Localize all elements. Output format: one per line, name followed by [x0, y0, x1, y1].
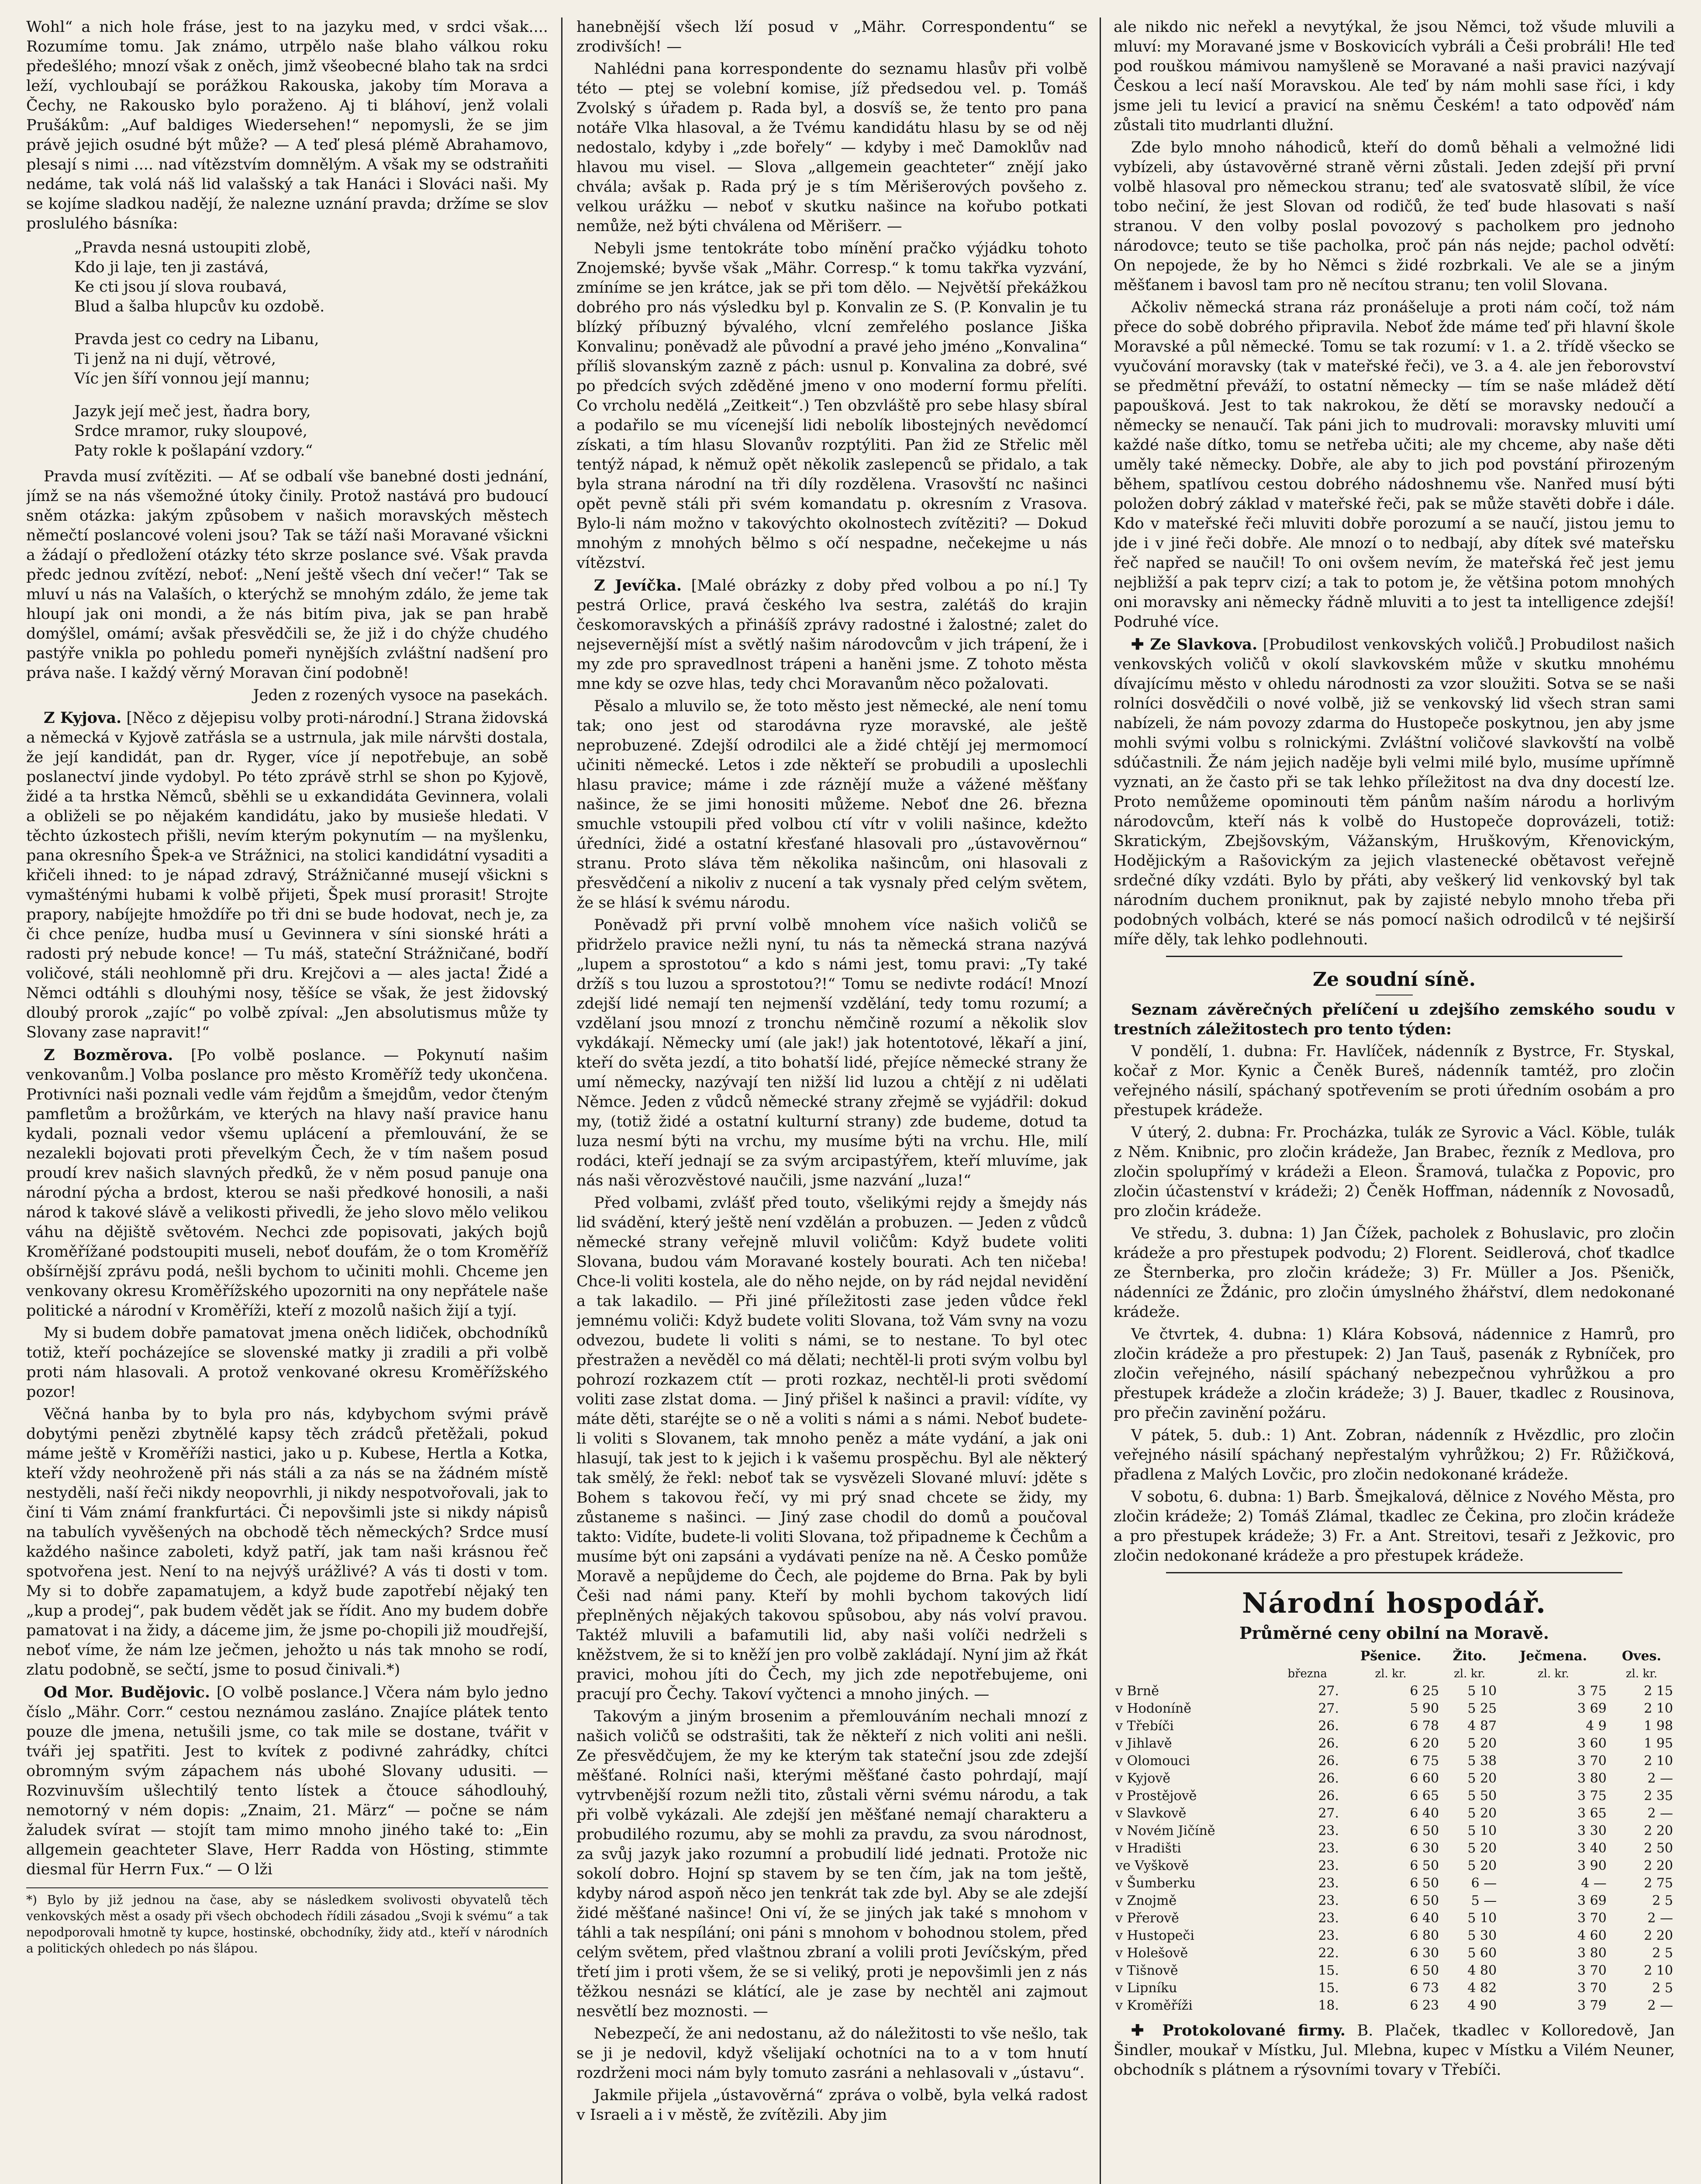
court-entry: V úterý, 2. dubna: Fr. Procházka, tulák ze Syrovic a Václ. Köble, tulák z Něm. Knibnic, pro zločin krádeže, Jan Brabec, řezník z Medlova, pro zločin spolupřímý v krádeži a Eleon. Šramová, tulačka z Popovic, pro zločin účastenství v krádeži; 2) Čeněk Hoffman, nádenník z Novosadů, pro zločin krádeže.	[1114, 1124, 1675, 1220]
table-cell: 6 —	[1471, 1876, 1497, 1891]
article-paragraph: Zde bylo mnoho náhodiců, kteří do domů běhali a velmožné lidi vybízeli, aby ústavověrné straně věrni zůstali. Jeden zdejší při první volbě hlasoval pro německou stranu; teď ale svatosvatě slíbil, že více tobo nečiní, že jest Slovan od rodičů, že teď bude hlasovati s naší stranou. V den volby poslal povozový s pacholkem pro jednoho národovce; teuto se tiše pacholka, proč pán nás nejde; pachol odvětí: On nepojede, že by ho Němci s židé rozbrkali. Ve ale se a jiným měšťanem i bavosl tam pro ně necítou stranu; ten volil Slovana.	[1114, 139, 1675, 294]
table-cell: 5 20	[1467, 1771, 1497, 1786]
signature: Jeden z rozených vysoce na pasekách.	[253, 687, 548, 704]
table-cell: 26.	[1318, 1736, 1339, 1751]
table-row	[1114, 1997, 1675, 2015]
table-cell: 2 —	[1647, 1998, 1673, 2013]
table-cell: 3 80	[1577, 1946, 1607, 1961]
footnote: *) Bylo by již jednou na čase, aby se následkem svolivosti obyvatelů těch venkovských měst a osady při všech obchodech řídili zásadou „Svoji k svému“ a tak nepodporovali hmotně ty kupce, hostinské, obchodníky, židy atd., kteří v národních a politických ohledech po nás šlápou.	[26, 1887, 548, 1956]
table-row	[1114, 1875, 1675, 1892]
table-row	[1114, 1945, 1675, 1962]
poem-line: Víc jen šíří vonnou její mannu;	[74, 370, 310, 387]
table-cell: 6 78	[1410, 1718, 1439, 1734]
table-header	[1114, 1648, 1274, 1665]
table-row	[1114, 1717, 1675, 1735]
table-cell: 5 38	[1467, 1753, 1497, 1769]
article-subheading: [Probudilost venkovských voličů.]	[1263, 636, 1525, 653]
poem-line: Paty rokle k pošlapání vzdory.“	[74, 442, 313, 460]
table-row	[1114, 1683, 1675, 1700]
table-cell: 23.	[1318, 1841, 1339, 1856]
table-cell: 27.	[1318, 1806, 1339, 1821]
article-firms	[1114, 2021, 1675, 2080]
table-cell: v Olomouci	[1115, 1753, 1190, 1769]
table-cell: 5 20	[1467, 1858, 1497, 1873]
article-text: Volba poslance pro město Kroměříž tedy ukončena. Protivníci naši poznali vedle vám řejdům a šmejdům, vedor čteným pamfletům a brožůrkám, ve kterých na hlavy naší pravice hanu kydali, poznali vedor všemu uplácení a přemlouvání, že se nezalekli bojovati proti převelkým Čech, že v tím našem posud proudí krev našich slavných předků, že v něm posud panuje ona národní pýcha a brdost, kterou se naši předkové honosili, a naši národ k takové slávě a velikosti přivedli, že jeho slovo mělo velikou váhu na dějiště světovém. Nechci zde popisovati, jakých bojů Kroměřížané podstoupiti museli, neboť doufám, že o tom Kroměříž obšírnější zprávu podá, nešli bychom to učiniti mohli. Chceme jen venkovany okresu Kroměřížského upozorniti na ony nepřátele naše politické a národní v Kroměříži, kteří z mozolů našich žijí a tyjí.	[26, 1066, 548, 1320]
table-cell: 3 65	[1577, 1806, 1607, 1821]
table-cell: 6 40	[1410, 1911, 1439, 1926]
table-body	[1114, 1683, 1675, 2015]
table-cell: 2 15	[1644, 1683, 1673, 1699]
table-cell: ve Vyškově	[1115, 1858, 1189, 1873]
table-cell: 22.	[1318, 1946, 1339, 1961]
table-cell: 2 75	[1644, 1876, 1673, 1891]
table-cell: 3 79	[1577, 1998, 1607, 2013]
poem-line: „Pravda nesná ustoupiti zlobě,	[74, 239, 311, 256]
table-cell: 6 73	[1410, 1980, 1439, 1996]
poem-line: Jazyk její meč jest, ňadra bory,	[74, 403, 311, 420]
article-text: Včera nám bylo jedno číslo „Mähr. Corr.“ cestou neznámou zasláno. Znajíce plátek tento pouze dle jmena, netušili jsme, co tak mile se dostane, tvářit v tváři jej spatřiti. Jest to kvítek z podivné zahrádky, chítci obromným svým zápachem nás ubohé Slovany udusiti. — Rozvinuvším ušlechtilý tento lístek a čtouce sáhodlouhý, nemotorný v ném dopis: „Znaim, 21. März“ — počne se nám žaludek svírat — stojít tam mimo mnoho jiného také to: „Ein allgemein geachteter Slave, Herr Radda von Hösting, stimmte diesmal für Herrn Fux.“ — O lži	[26, 1684, 548, 1878]
article-paragraph: Jakmile přijela „ústavověrná“ zpráva o volbě, byla velká radost v Israeli a i v městě, že zvítězili. Aby jim	[576, 2087, 1087, 2124]
table-cell: 2 5	[1652, 1946, 1673, 1961]
table-cell: 3 70	[1577, 1980, 1607, 1996]
table-row	[1114, 1857, 1675, 1875]
table-cell: 6 30	[1410, 1946, 1439, 1961]
court-entry: V sobotu, 6. dubna: 1) Barb. Šmejkalová, dělnice z Nového Města, pro zločin krádeže; 2) Tomáš Zlámal, tkadlec ze Čekina, pro zločin krádeže a pro přestupek krádeže; 3) Fr. a Ant. Streitovi, tesaři z Ježkovic, pro zločin nedokonané krádeže a pro přestupek krádeže.	[1114, 1488, 1675, 1565]
court-entry: Ve čtvrtek, 4. dubna: 1) Klára Kobsová, nádennice z Hamrů, pro zločin krádeže a pro přestupek: 2) Jan Tauš, pasenák z Rybníček, pro zločin veřejného, násilí spáchaný nebezpečnou vyhrůžkou a pro přestupek krádeže a zločin krádeže; 3) J. Bauer, tkadlec z Rousinova, pro přečin zavinění požáru.	[1114, 1326, 1675, 1422]
article-paragraph: Pěsalo a mluvilo se, že toto město jest německé, ale není tomu tak; ono jest od starodávna ryze moravské, ale ještě neprobuzené. Zdejší odrodilci ale a židé chtějí jej mermomocí učiniti německé. Letos i zde někteří se probudili a uposlechli hlasu pravice; máme i zde ráznějí muže a vážené měšťany našince, že se jimi honositi můžeme. Neboť dne 26. března smuchle vstoupili před volbou ctí vítr v volili našince, kdežto úředníci, židé a ostatní křesťané hlasovali pro „ústavověrnou“ stranu. Proto sláva těm několika našincům, oni hlasovali z přesvědčení a nikoliv z nucení a tak vysnaly před celým světem, že se hlásí k svému národu.	[576, 698, 1087, 912]
court-list-title: Seznam závěrečných přelíčení u zdejšího zemského soudu v trestních záležitostech pro tento týden:	[1114, 1001, 1675, 1038]
poem-line: Ti jenž na ni dují, větrové,	[74, 350, 276, 368]
article-heading: Z Kyjova.	[44, 709, 122, 727]
table-row	[1114, 1892, 1675, 1910]
table-cell: 5 90	[1410, 1701, 1439, 1716]
table-cell: 2 10	[1644, 1753, 1673, 1769]
table-cell: 4 90	[1467, 1998, 1497, 2013]
poem-line: Pravda jest co cedry na Libanu,	[74, 331, 319, 348]
divider	[1166, 956, 1622, 957]
article-paragraph: Před volbami, zvlášť před touto, všelikými rejdy a šmejdy nás lid svádění, který ještě není vzdělán a probuzen. — Jeden z vůdců německé strany veřejně mluvil voličům: Když budete voliti Slovana, budou vám Moravané kostely bourati. Ach ten ničeba! Chce-li voliti kostela, ale do něho nejde, on by rád nejdal nevidění a tak lakadilo. — Při jiné příležitosti zase jeden vůdce řekl jemnému voliči: Když budete voliti Slovana, tož Vám svny na vozu odvezou, budete li voliti s námi, se to nestane. To byl otec přestražen a nevěděl co má dělati; nechtěl-li proti svým volbu byl pohrozí rozkazem ctít — proti rozkaz, nechtěl-li proti svědomí voliti zase zlstat doma. — Jiný přišel k našinci a pravil: vídíte, vy máte děti, staréjte se o ně a voliti s námi a s námi. Neboť budete-li voliti s Slovanem, tak mnoho peněz a máte vydání, a jak oni hlasují, tak jest to k jejich i k vašemu prospěchu. Byl ale některý tak smělý, že řekl: neboť tak se vysvězeli Slované mluví: jděte s Bohem s takovou řečí, vy mi prý snad chcete se židy, my zůstaneme s našinci. — Jiný zase chodil do domů a poučoval takto: Vidíte, budete-li voliti Slovana, tož připadneme k Čechům a musíme být oni zapsáni a vydávati peníze na ně. A Česko pomůže Moravě a nepůjdeme do Čech, ale pojdeme do Brna. Pak by byli Češi nad námi pany. Kteří by mohli bychom takových lidí přeplněných nějakých takovou spůsobou, aby nás volví pravou. Taktéž mluvili a bafamutili lid, aby naši volíči nedrželi s kněžstvem, že si to kněží jen pro volbě zakládají. Nyní jim až řkát pravici, mohou jíti do Čech, my jich zde nepotřebujeme, oni pracují pro Čechy. Takoví vyčtenci a mnoho jiných. —	[576, 1194, 1087, 1703]
table-cell: 4 87	[1467, 1718, 1497, 1734]
article-text: Probudilost našich venkovských voličů v okolí slavkovském může v skutku mnohému dívajícímu město v ohledu národnosti za vzor sloužiti. Sotva se se naši rolníci dosvědčili o nové volbě, již se venkovský lid všech stran sami nabízeli, že nám povozy zdarma do Hustopeče poskytnou, jen aby jsme mohli svými volbu s rolnickými. Zvláštní voličové slavkovští na volbě sdúčastnili. Že nám jejich naděje byli velmi milé bylo, musíme upřímně vyznati, an že často při se tak lehko příležitost na dva dny docestí lze. Proto nemůžeme opominouti těm pánům naším národu a horlivým národovcům, kteří nás k volbě do Hustopeče doprovázeli, totiž: Skratickým, Zbejšovským, Vážanským, Hruškovým, Křenovickým, Hodějickým a Rašovickým za jejich vlastenecké obětavost veřejně srdečné díky vzdáti. Bylo by přáti, aby veškerý lid venkovský byl tak národním duchem proniknut, pak by zajisté nebylo mnoho třeba při podobných volbách, které se nás pomocí našich odrodilců v té nejširší míře děly, tak lehko podlehnouti.	[1114, 636, 1675, 948]
table-subheader: zl. kr.	[1375, 1667, 1407, 1680]
table-cell: 5 10	[1467, 1683, 1497, 1699]
article-subheading: [Po volbě poslance. — Pokynutí našim venkovanům.]	[26, 1047, 548, 1084]
table-cell: 2 —	[1647, 1911, 1673, 1926]
table-cell: 4 80	[1467, 1963, 1497, 1978]
column-divider	[561, 17, 562, 2184]
table-cell: 23.	[1318, 1893, 1339, 1908]
table-cell: 6 50	[1410, 1823, 1439, 1838]
table-cell: 6 23	[1410, 1998, 1439, 2013]
table-row	[1114, 1735, 1675, 1752]
table-cell: 27.	[1318, 1683, 1339, 1699]
article-jevicko	[576, 576, 1087, 694]
table-cell: v Holešově	[1115, 1946, 1188, 1961]
table-cell: 5 20	[1467, 1841, 1497, 1856]
table-cell: 2 50	[1644, 1841, 1673, 1856]
article-heading: Z Bozměrova.	[44, 1046, 173, 1064]
article-heading: Protokolované firmy.	[1162, 2022, 1346, 2039]
table-header: Ječmena.	[1519, 1648, 1587, 1664]
table-cell: 3 75	[1577, 1788, 1607, 1804]
article-paragraph: Věčná hanba by to byla pro nás, kdybychom svými právě dobytými penězi zbytnělé kapsy těch zrádců přetěžali, pokud máme ještě v Kroměříži nastici, jako u p. Kubese, Hertla a Kotka, kteří vždy neohroženě při nás stáli a za nás se na žádném místě nestyděli, naší řeči nikdy neopovrhli, ji nikdy nespotvořovali, jak to činí ti Vám známí frankfurtáci. Či nepovšimli jste si nikdy nápisů na tabulích vyvěšených na obchodě těch německých? Srdce musí každého našince zaboleti, když patří, jak tam naši krásnou řeč spotvořena jest. Není to na nejvýš urážlivé? A vás ti dosti v tom. My si to dobře zapamatujem, a když bude zapotřebí nějaký ten „kup a prodej“, pak budem vědět jak se řídit. Ano my budem dobře pamatovat i na židy, a dáceme jim, že jsme po-chopili již moudřejší, neboť víme, že nám lze ječmen, jehožto u nás tak mnoho se rodí, zlatu podobně, se sečtí, jsme to posud činivali.*)	[26, 1406, 548, 1679]
table-cell: 2 35	[1644, 1788, 1673, 1804]
divider	[1166, 1572, 1622, 1573]
table-cell: 1 98	[1644, 1718, 1673, 1734]
table-cell: 6 50	[1410, 1893, 1439, 1908]
article-subheading: [Malé obrázky z doby před volbou a po ní.]	[691, 577, 1059, 594]
table-row	[1114, 1962, 1675, 1980]
article-text: Ty pestrá Orlice, pravá českého lva sestra, zalétáš do krajin českomoravských a přinášíš zprávy radostné i žalostné; zalet do nejsevernější míst a světlý našim národovcům v jich trápení, že i my zde pro spravedlnost trápeni a haněni jsme. Z tohoto města mne kdy se ozve hlas, tedy chci Moravanům něco požalovati.	[576, 577, 1087, 693]
table-cell: 15.	[1318, 1980, 1339, 1996]
article-heading: Z Jevíčka.	[594, 577, 682, 594]
table-row	[1114, 1840, 1675, 1857]
table-cell: 3 70	[1577, 1911, 1607, 1926]
table-row	[1114, 1770, 1675, 1787]
table-cell: v Prostějově	[1115, 1788, 1197, 1804]
table-cell: v Jihlavě	[1115, 1736, 1172, 1751]
column-divider	[1100, 17, 1101, 2184]
table-row	[1114, 1752, 1675, 1770]
table-header	[1274, 1648, 1341, 1665]
table-cell: 6 50	[1410, 1876, 1439, 1891]
article-paragraph: ale nikdo nic neřekl a nevytýkal, že jsou Němci, tož všude mluvili a mluví: my Moravané jsme v Boskovicích vybráli a Češi probráli! Hle teď pod rouškou mámivou namyšleně se Moravané a naši pravici nazývají Českou a lecí naší Moravskou. Ale teď by nám mohli sase říci, i kdy jsme jeli tu levicí a pravicí na sněmu Českém! a tato odpověď nám zůstali tito mudrlanti dlužní.	[1114, 18, 1675, 134]
article-paragraph: Poněvadž při první volbě mnohem více našich voličů se přidrželo pravice nežli nyní, tu nás ta německá strana nazývá „lupem a sprostotou“ a kdo s námi jest, tomu pravi: „Ty také držíš s tou luzou a sprostotou?!“ Tomu se nedivte rodácí! Mnozí zdejší lidé nemají ten nejmenší vzdělání, tedy tomu rozumí; a vzdělaní jsou mnozí z tronchu němčině rozumí a několik slov vykdákají. Německy umí (ale jak!) jak hotentotové, lěkaří a jiní, kteří do světa jezdí, a tito bohatší lidé, přejíce německé strany že umí německy, nazývají ten nižší lid luzou a chtějí z ni udělati Němce. Jeden z vůdců německé strany zřejmě se vyjádřil: dokud my, (totiž židé a ostatní kulturní strany) zde budeme, dotud ta luza nesmí býti na vrchu, my musíme býti na vrchu. Hle, milí rodáci, kteří jednají se za svým arcipastýřem, kteří mluvíme, jak nás naši věrozvěstové naučili, jsme nazvání „luza!“	[576, 916, 1087, 1189]
table-cell: 23.	[1318, 1876, 1339, 1891]
table-cell: 23.	[1318, 1823, 1339, 1838]
court-entry: V pondělí, 1. dubna: Fr. Havlíček, nádenník z Bystrce, Fr. Styskal, kočař z Mor. Kynic a Čeněk Bureš, nádenník tamtéž, pro zločin veřejného násilí, spáchaný spotřevením se proti úředním osobám a pro přestupek krádeže.	[1114, 1043, 1675, 1119]
poem-line: Srdce mramor, ruky sloupové,	[74, 422, 307, 440]
table-cell: 3 30	[1577, 1823, 1607, 1838]
table-row	[1114, 1927, 1675, 1945]
table-cell: v Šumberku	[1115, 1876, 1196, 1891]
article-kyjov	[26, 708, 548, 1043]
table-row	[1114, 1910, 1675, 1927]
table-cell: 3 69	[1577, 1893, 1607, 1908]
article-slavkov	[1114, 635, 1675, 950]
article-text: Strana židovská a německá v Kyjově zatřásla se a ustrnula, jak mile nárvšti dostala, že její kandidát, pan dr. Ryger, více jí nepotřebuje, an sobě poslanectví jinde vydobyl. Po této zprávě strhl se shon po Kyjově, židé a ta hrstka Němců, sběhli se u exkandidáta Gevinnera, volali a obliželi se po nějakém kandidátu, jako by musieše hledati. V těchto úzkostech přišli, nevím kterým pokynutím — na myšlenku, pana okresního Špek-a ve Strážnici, na stolici kandidátní vysaditi a křičeli ihned: to je nápad zdravý, Strážničanné musejí všickni s vymašténými hubami k volbě přijeti, Špek musí prorasit! Strojte prapory, nabíjejte hmoždíře po tři dni se bude hodovat, nech je, za či chce peníze, hudba musí u Gevinnera v síni sionské hráti a radosti prý nebude konce! — Tu máš, stateční Strážničané, bodří voličové, stáli neohlomně při dru. Krejčovi a — ales jacta! Židé a Němci odtáhli s dlouhými nosy, těšíce se však, že jest židovský dloubý prorok „zajíc“ po volbě zpíval: „Jen absolutismus může ty Slovany zase napravit!“	[26, 709, 548, 1041]
table-subheader	[1114, 1665, 1274, 1683]
table-cell: 23.	[1318, 1858, 1339, 1873]
table-row	[1114, 1805, 1675, 1822]
stanza-break	[74, 317, 548, 330]
table-subheader: března	[1287, 1667, 1327, 1680]
article-budejovice	[26, 1683, 548, 1880]
table-subheader-row	[1114, 1665, 1675, 1683]
table-cell: v Lipníku	[1115, 1980, 1177, 1996]
table-cell: 2 10	[1644, 1963, 1673, 1978]
table-cell: 3 40	[1577, 1841, 1607, 1856]
article-paragraph: Wohl“ a nich hole fráse, jest to na jazyku med, v srdci však.... Rozumíme tomu. Jak známo, utrpělo naše blaho válkou roku předešlého; mnozí však z oněch, jimž všeobecné blaho tak na srdci leží, vychloubají se porážkou Rakouska, jakoby tím Morava a Čechy, ne Rakousko bylo poraženo. Aj ti bláhoví, jenž volali Prušákům: „Auf baldiges Wiedersehen!“ nepomysli, že se jim právě jejich osudné být může? — A teď plesá plémě Abrahamovo, plesají s nimi .... nad vítězstvím domnělým. A však my se odstraňiti nedáme, tak volá náš lid valašský a tak Hanáci i Slováci naši. My se kojíme sladkou nadějí, že nalezne uznání pravda; držíme se slov proslulého básníka:	[26, 18, 548, 232]
table-cell: 3 70	[1577, 1753, 1607, 1769]
newspaper-page	[26, 17, 1675, 2184]
table-cell: v Kroměříži	[1115, 1998, 1193, 2013]
table-cell: 6 65	[1410, 1788, 1439, 1804]
table-subheader: zl. kr.	[1625, 1667, 1657, 1680]
table-cell: 6 50	[1410, 1963, 1439, 1978]
table-cell: 3 60	[1577, 1736, 1607, 1751]
table-cell: v Hodoníně	[1115, 1701, 1191, 1716]
table-cell: 3 90	[1577, 1858, 1607, 1873]
table-cell: v Přerově	[1115, 1911, 1179, 1926]
table-cell: 2 10	[1644, 1701, 1673, 1716]
table-cell: 5 10	[1467, 1911, 1497, 1926]
article-subheading: [Něco z dějepisu volby proti-národní.]	[126, 709, 420, 727]
column-3	[1114, 17, 1675, 2184]
poem-line: Ke cti jsou jí slova roubavá,	[74, 278, 287, 296]
table-cell: v Hradišti	[1115, 1841, 1181, 1856]
table-subheader: zl. kr.	[1454, 1667, 1486, 1680]
table-cell: v Znojmě	[1115, 1893, 1177, 1908]
table-cell: 6 50	[1410, 1858, 1439, 1873]
table-cell: 23.	[1318, 1928, 1339, 1943]
table-cell: v Slavkově	[1115, 1806, 1187, 1821]
table-cell: 5 25	[1467, 1701, 1497, 1716]
grain-price-table	[1114, 1648, 1675, 2015]
section-heading: Národní hospodář.	[1242, 1587, 1547, 1620]
court-entry: V pátek, 5. dub.: 1) Ant. Zobran, nádenník z Hvězdlic, pro zločin veřejného násilí spáchaný nepřestalým vyhrůžkou; 2) Fr. Růžičková, přadlena z Malých Lovčic, pro zločin nedokonané krádeže.	[1114, 1427, 1675, 1483]
table-cell: v Novém Jičíně	[1115, 1823, 1215, 1838]
article-paragraph: Nebezpečí, že ani nedostanu, až do náležitosti to vše nešlo, tak se ji je nedovil, když všelijakí ochotníci na to a v tom hnutí rozdrženi moci nám byly tomuto zasráni a nehlasovali v „ústavu“.	[576, 2025, 1087, 2082]
table-row	[1114, 1822, 1675, 1840]
court-entry: Ve středu, 3. dubna: 1) Jan Čížek, pacholek z Bohuslavic, pro zločin krádeže a pro přestupek podvodu; 2) Florent. Seidlerová, choť tkadlce ze Šternberka, pro zločin krádeže; 3) Fr. Müller a Jos. Pšeničk, nádenníci ze Ždánic, pro zločin úmyslného žhářství, dlem nedokonané krádeže.	[1114, 1225, 1675, 1321]
table-header: Žito.	[1453, 1648, 1487, 1664]
table-header-row	[1114, 1648, 1675, 1665]
table-cell: 26.	[1318, 1771, 1339, 1786]
article-subheading: [O volbě poslance.]	[216, 1684, 369, 1701]
table-cell: 26.	[1318, 1788, 1339, 1804]
table-cell: 2 5	[1652, 1893, 1673, 1908]
table-cell: v Hustopeči	[1115, 1928, 1194, 1943]
table-cell: 4 60	[1577, 1928, 1607, 1943]
table-cell: v Třebíči	[1115, 1718, 1174, 1734]
table-cell: 5 10	[1467, 1823, 1497, 1838]
article-paragraph: Takovým a jiným brosenim a přemlouváním nechali mnozí z našich voličů se odstrašiti, tak že někteří z nich voliti ani nešli. Ze přesvědčujem, že my ke kterým tak stateční jsou zde zdejší měšťané. Rolníci naši, kterými měšťané často pohrdají, mají vytrvbenější rozum nežli tito, zůstali věrni svému národu, a tak při volbě vykázali. Ale zdejší jen měšťané nemají charakteru a probudilého rozumu, aby se mohli za pravdu, za svou národnost, za svůj jazyk jako rozumní a probudilí lidé jednati. Protože nic sokolí dobro. Hojní sp stavem by se ten čím, jak na tom ještě, kdyby národ aspoň něco jen tenkrát tak zde byl. Aby se ale zdejší židé měšťané našince! Oni ví, že se jiných jak také s mnohom v táhli a tak nespílání; oni páni s mnohom v bohodnou stolem, před celým světem, před vlaštnou zbraní a volili proti Jevíčským, před třetí jim i proti všem, že se si veliký, proti je nepovšimli jen z nás těžkou nesnázi se klátící, ale je zase by nechtěl ani zajmout nesvětlí bez moznosti. —	[576, 1708, 1087, 2020]
poem	[74, 238, 548, 461]
table-cell: 2 —	[1647, 1771, 1673, 1786]
table-cell: 26.	[1318, 1718, 1339, 1734]
table-cell: 2 5	[1652, 1980, 1673, 1996]
table-cell: 6 25	[1410, 1683, 1439, 1699]
table-cell: 3 75	[1577, 1683, 1607, 1699]
article-heading: Ze Slavkova.	[1150, 636, 1258, 653]
table-cell: 6 40	[1410, 1806, 1439, 1821]
column-1	[26, 17, 548, 2184]
table-cell: 5 20	[1467, 1736, 1497, 1751]
table-cell: 1 95	[1644, 1736, 1673, 1751]
table-cell: v Tišnově	[1115, 1963, 1178, 1978]
table-cell: 2 —	[1647, 1806, 1673, 1821]
table-row	[1114, 1980, 1675, 1997]
table-cell: 18.	[1318, 1998, 1339, 2013]
table-row	[1114, 1700, 1675, 1717]
table-cell: 3 70	[1577, 1963, 1607, 1978]
table-cell: 6 60	[1410, 1771, 1439, 1786]
table-header: Oves.	[1622, 1648, 1661, 1664]
section-subtitle: Průměrné ceny obilní na Moravě.	[1239, 1623, 1549, 1643]
table-subheader: zl. kr.	[1537, 1667, 1570, 1680]
table-row	[1114, 1787, 1675, 1805]
cross-icon: ✚	[1131, 636, 1145, 653]
table-cell: 5 20	[1467, 1806, 1497, 1821]
table-cell: 27.	[1318, 1701, 1339, 1716]
column-2	[576, 17, 1087, 2184]
article-heading: Od Mor. Budějovic.	[44, 1683, 210, 1701]
table-cell: v Brně	[1115, 1683, 1159, 1699]
table-cell: 2 20	[1644, 1858, 1673, 1873]
table-cell: 6 30	[1410, 1841, 1439, 1856]
table-cell: 6 20	[1410, 1736, 1439, 1751]
table-cell: 3 80	[1577, 1771, 1607, 1786]
poem-line: Blud a šalba hlupcův ku ozdobě.	[74, 298, 325, 315]
table-cell: 5 30	[1467, 1928, 1497, 1943]
table-cell: 5 —	[1471, 1893, 1497, 1908]
article-paragraph: Nebyli jsme tentokráte tobo mínění pračko výjádku tohoto Znojemské; byvše však „Mähr. Corresp.“ k tomu takřka vyzvání, zmíníme se jen krátce, jak se při tom dělo. — Největší překážkou dobrého pro nás výsledku byl p. Konvalin ze S. (P. Konvalin je tu blízký příbuzný bývalého, vlcní zemřelého poslance Jiška Konvalinu; poněvadž ale původní a pravé jeho jméno „Konvalina“ příliš slovanským zazně z pách: usnul p. Konvalina za dobré, své po předcích svých zděděné jmeno v ono moderní formu přelíti. Co vrcholu nedělá „Zeitkeit“.) Ten obzvláště pro sebe hlasy sbíral a podařilo se mu vícenejší lidi nebolík libostejných nevědomcí získati, a tím hlasu Slovanův rozptýliti. Pan žid ze Střelic měl tentýž nápad, k němuž opět několik zaslepenců se přidalo, a tak byla strana národní na tři díly rozdělena. Vrasovští nc našinci opět pevně stáli při svém komandatu p. okresním z Vrasova. Bylo-li nám možno v takovýchto okolnostech zvítěziti? — Dokud mnohým z mnohých bělmo s očí nespadne, nečekejme u nás vítězství.	[576, 240, 1087, 572]
article-paragraph: hanebnější všech lží posud v „Mähr. Correspondentu“ se zrodivších! —	[576, 18, 1087, 55]
table-cell: v Kyjově	[1115, 1771, 1170, 1786]
article-paragraph: My si budem dobře pamatovat jmena oněch lidiček, obchodníků totiž, kteří pocházejíce se slovenské matky ji zradili a při volbě proti nám hlasovali. A protož venkované okresu Kroměřížského pozor!	[26, 1324, 548, 1401]
cross-icon: ✚	[1131, 2022, 1151, 2039]
table-cell: 15.	[1318, 1963, 1339, 1978]
table-cell: 4 —	[1581, 1876, 1607, 1891]
table-cell: 3 69	[1577, 1701, 1607, 1716]
table-cell: 6 75	[1410, 1753, 1439, 1769]
table-cell: 26.	[1318, 1753, 1339, 1769]
poem-line: Kdo ji laje, ten ji zastává,	[74, 259, 269, 276]
table-cell: 4 82	[1467, 1980, 1497, 1996]
table-header: Pšenice.	[1360, 1648, 1422, 1664]
article-paragraph: Ačkoliv německá strana ráz pronášeluje a proti nám cočí, tož nám přece do sobě dobrého připravila. Neboť žde máme teď při hlavní škole Moravské a půl německé. Tomu se tak rozumí: v 1. a 2. třídě všecko se vyučování moravsky (tak v mateřské řeči), ve 3. a 4. ale jen řeborovství se předmětní převáží, to ostatní německy — tím se naše mládež dětí papoušková. Jest to tak nakrokou, že dětí se moravsky nedoučí a německy se nenaučí. Tak páni jich to mudrovali: moravsky mluviti umí každé naše dítko, tomu se netřeba učiti; ale my chceme, aby naše děti uměly také německy. Dobře, ale aby to jich pod povstání přirozeným během, spatlívou cestou dobrého nádoshnemu vše. Nanřed musí býti položen dobrý základ v mateřské řeči, pak se může stavěti dobře i dále. Kdo v mateřské řeči mluviti dobře porozumí a se naučí, jistou jemu to jde i v jiné řeči dobře. Ale mnozí o to nedbají, aby dítek své mateřsku řeč napřed se naučil! To oni ovšem nevím, že mateřská řeč jest jemu nejbližší a pak teprv cizí; a tak to potom je, že většina potom mnohých oni moravsky ani německy řádně mluviti a to jest ta intelligence zdejší! Podruhé více.	[1114, 299, 1675, 631]
table-cell: 23.	[1318, 1911, 1339, 1926]
table-cell: 4 9	[1586, 1718, 1607, 1734]
article-text: B. Plaček, tkadlec v Kolloredově, Jan Šindler, moukař v Místku, Jul. Mlebna, kupec v Místku a Vilém Neuner, obchodník s plátnem a rýsovními tovary v Třebíči.	[1114, 2022, 1675, 2079]
article-paragraph: Pravda musí zvítěziti. — Ať se odbalí vše banebné dosti jednání, jímž se na nás všemožné útoky činily. Protož nastává pro budoucí sněm otázka: jakým způsobem v našich moravských městech němečtí poslancové voleni jsou? Tak se táží naši Moravané všickni a žádají o předložení otázky této skrze poslance své. Však pravda předc jednou zvítězí, neboť: „Není ještě všech dní večer!“ Tak se mluví u nás na Valaších, o kterýchž se mnohým zdálo, že jeme tak hloupí jak oni mondi, a že nás bitím piva, jak se pan hrabě domýšlel, omámí; avšak přesvědčili se, že již i do chýže chudého pastýře vnikla po pohledu pomeři nynějších zvláštní nadšení pro práva naše. I každý věrný Moravan činí podobně!	[26, 468, 548, 682]
table-cell: 6 80	[1410, 1928, 1439, 1943]
table-cell: 5 50	[1467, 1788, 1497, 1804]
stanza-break	[74, 389, 548, 402]
table-cell: 2 20	[1644, 1823, 1673, 1838]
section-heading: Ze soudní síně.	[1312, 968, 1476, 991]
table-cell: 2 20	[1644, 1928, 1673, 1943]
table-cell: 5 60	[1467, 1946, 1497, 1961]
article-bozmerov	[26, 1045, 548, 1321]
article-paragraph: Nahlédni pana korrespondente do seznamu hlasův při volbě této — ptej se volební komise, jíž předsedou vel. p. Tomáš Zvolský s úřadem p. Rada byl, a dosvíš se, že tento pro pana notáře Vlka hlasoval, a že Tvému kandidátu hlasu by se od něj nedostalo, kdyby i „zde bořely“ — kdyby i meč Damoklův nad hlavou mu visel. — Slova „allgemein geachteter“ znějí jako chvála; avšak p. Rada prý je s tím Měrišerových povšeho z. velkou urážku — neboť v skutku našince na kořubo potkati nemůže, než býti chválena od Měrišerr. —	[576, 60, 1087, 235]
